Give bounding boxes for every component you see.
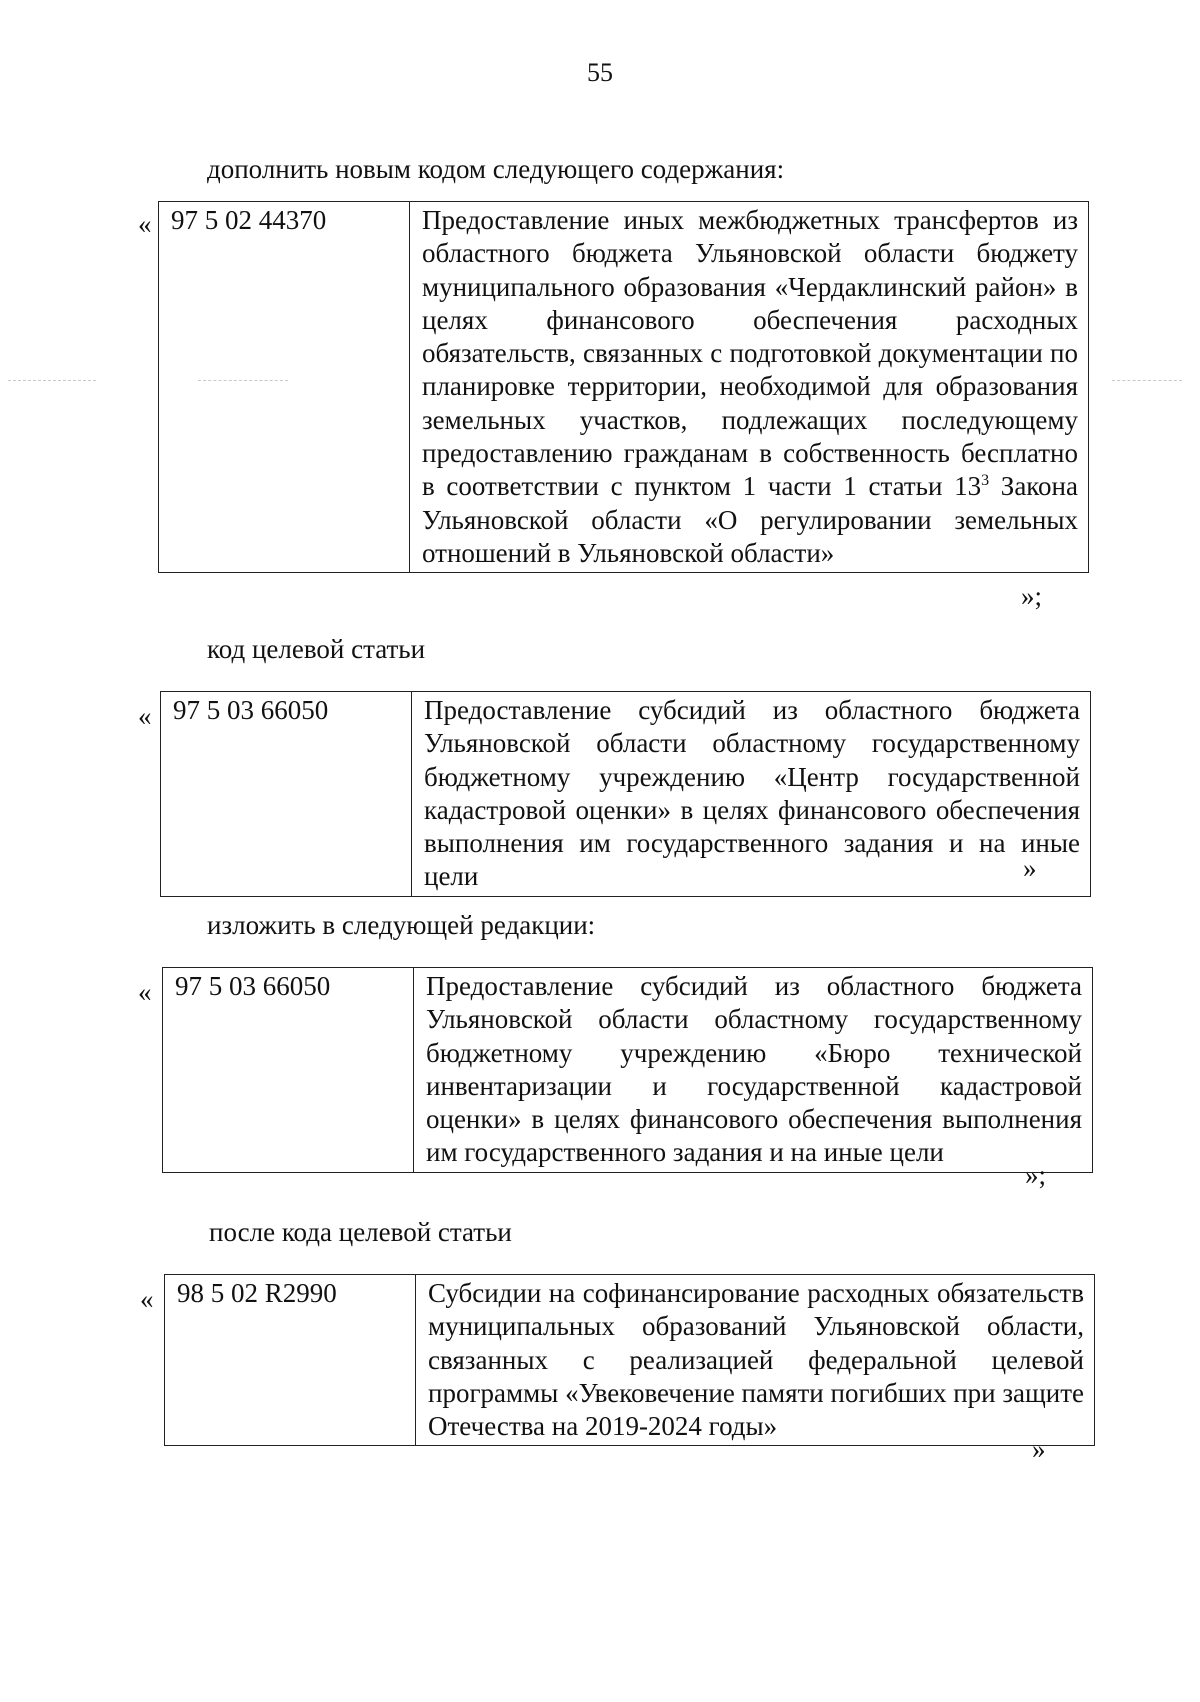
- section-3-code: 97 5 03 66050: [163, 968, 414, 1173]
- section-4-open-quote: «: [140, 1284, 154, 1314]
- table-row: [163, 968, 1093, 1173]
- scan-artifact-line: [8, 380, 96, 381]
- section-1-code: 97 5 02 44370: [159, 202, 410, 573]
- section-2-code: 97 5 03 66050: [161, 692, 412, 897]
- section-3-code-table: [162, 967, 1093, 1173]
- section-1-open-quote: «: [138, 209, 152, 239]
- section-2-open-quote: «: [138, 701, 152, 731]
- section-4-code: 98 5 02 R2990: [165, 1275, 416, 1446]
- section-1-intro: дополнить новым кодом следующего содержания:: [207, 154, 785, 184]
- scan-artifact-line: [1112, 380, 1182, 381]
- section-3-description: Предоставление субсидий из областного бюджета Ульяновской области областному государственному бюджетному учреждению «Бюро технической инвентаризации и государственной кадастровой оценки» в целях финансового обеспечения выполнения им государственного задания и на иные цели: [414, 968, 1093, 1173]
- section-4-code-table: [164, 1274, 1095, 1446]
- section-2-description: Предоставление субсидий из областного бюджета Ульяновской области областному государственному бюджетному учреждению «Центр государственной кадастровой оценки» в целях финансового обеспечения выполнения им государственного задания и на иные цели: [412, 692, 1091, 897]
- table-row: [161, 692, 1091, 897]
- section-3-open-quote: «: [138, 977, 152, 1007]
- section-3-intro: изложить в следующей редакции:: [207, 910, 596, 940]
- table-row: [159, 202, 1089, 573]
- section-4-close-quote: »: [1032, 1434, 1046, 1464]
- section-1-description: [410, 202, 1089, 573]
- section-1-description-text: Предоставление иных межбюджетных трансфертов из областного бюджета Ульяновской области бюджету муниципального образования «Чердаклинский район» в целях финансового обеспечения расходных обязательств, связанных с подготовкой документации по планировке территории, необходимой для образования земельных участков, подлежащих последующему предоставлению гражданам в собственность бесплатно в соответствии с пунктом 1 части 1 статьи 13: [422, 205, 1078, 502]
- section-4-intro: после кода целевой статьи: [209, 1217, 512, 1247]
- section-1-description-text-end: Закона Ульяновской области «О регулировании земельных отношений в Ульяновской области»: [422, 471, 1078, 568]
- section-3-close-quote: »;: [1025, 1160, 1047, 1190]
- section-1-code-table: [158, 201, 1089, 573]
- section-2-code-table: [160, 691, 1091, 897]
- table-row: [165, 1275, 1095, 1446]
- section-4-description: Субсидии на софинансирование расходных обязательств муниципальных образований Ульяновской области, связанных с реализацией федеральной целевой программы «Увековечение памяти погибших при защите Отечества на 2019-2024 годы»: [416, 1275, 1095, 1446]
- section-2-intro: код целевой статьи: [207, 634, 426, 664]
- section-2-close-quote: »: [1023, 853, 1037, 883]
- section-1-description-superscript: 3: [981, 472, 990, 490]
- page-number: 55: [587, 58, 613, 87]
- section-1-close-quote: »;: [1021, 581, 1043, 611]
